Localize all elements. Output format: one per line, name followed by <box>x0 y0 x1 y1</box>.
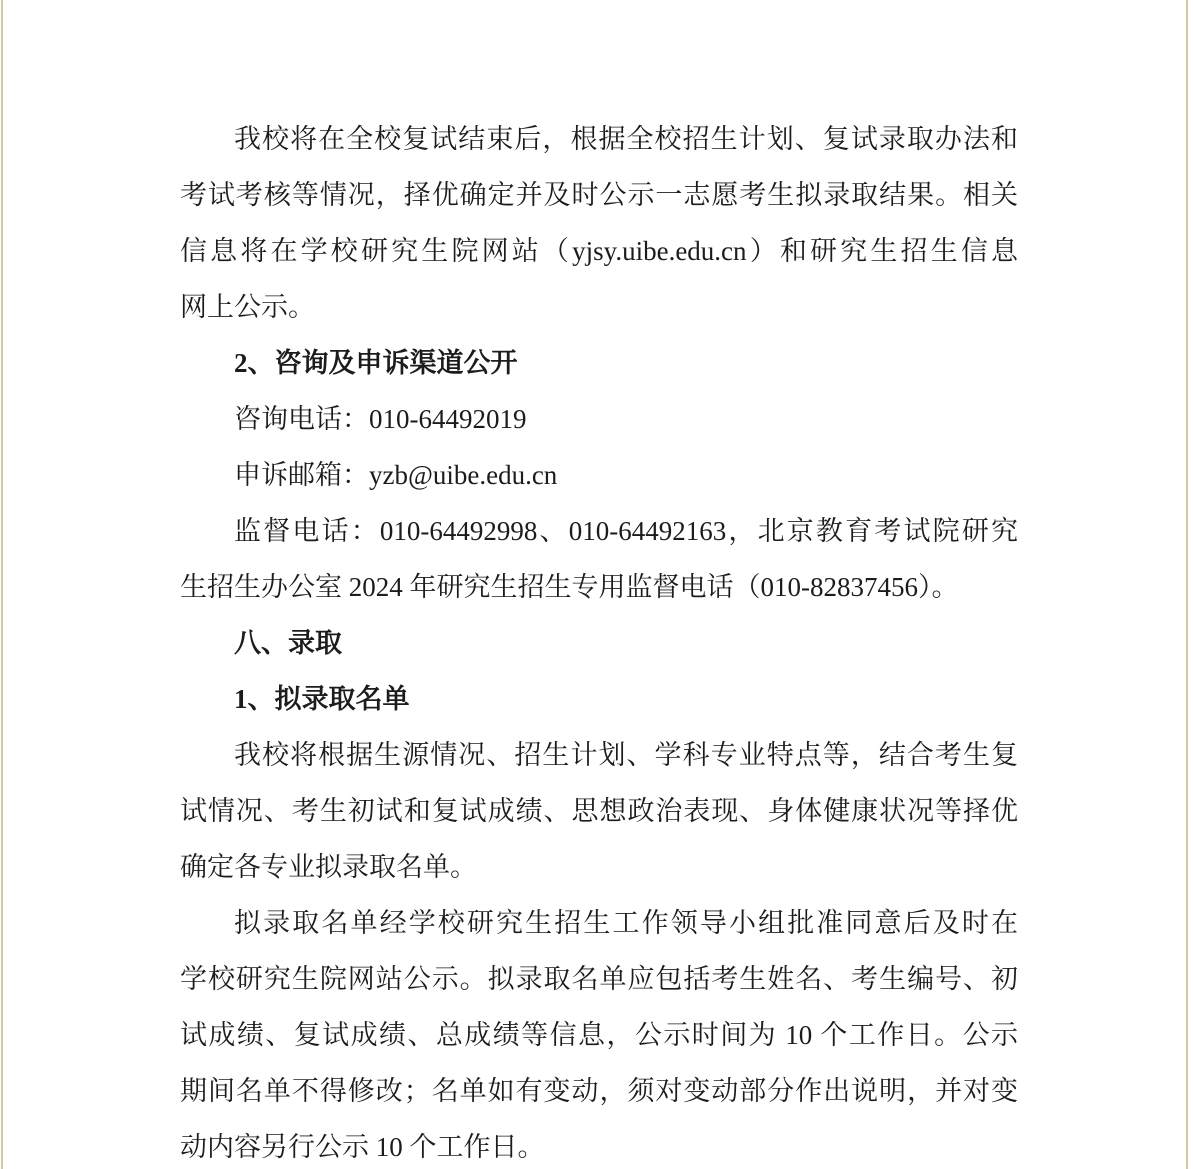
paragraph-line: 监督电话：010-64492998、010-64492163，北京教育考试院研究 <box>234 516 1018 546</box>
paragraph-line: 生招生办公室 2024 年研究生招生专用监督电话（010-82837456）。 <box>180 572 959 602</box>
paragraph-line: 考试考核等情况，择优确定并及时公示一志愿考生拟录取结果。相关 <box>180 180 1018 210</box>
paragraph-line: 动内容另行公示 10 个工作日。 <box>180 1132 545 1162</box>
paragraph-line: 我校将根据生源情况、招生计划、学科专业特点等，结合考生复 <box>234 740 1018 770</box>
paragraph-line: 试成绩、复试成绩、总成绩等信息，公示时间为 10 个工作日。公示 <box>180 1020 1018 1050</box>
paragraph-line: 期间名单不得修改；名单如有变动，须对变动部分作出说明，并对变 <box>180 1076 1018 1106</box>
paragraph-line: 确定各专业拟录取名单。 <box>180 852 477 882</box>
paragraph-line: 学校研究生院网站公示。拟录取名单应包括考生姓名、考生编号、初 <box>180 964 1018 994</box>
section-heading: 1、拟录取名单 <box>234 684 410 714</box>
chapter-heading: 八、录取 <box>234 628 342 658</box>
page-right-edge-line <box>1186 0 1188 1169</box>
paragraph-line: 拟录取名单经学校研究生招生工作领导小组批准同意后及时在 <box>234 908 1018 938</box>
paragraph-line: 网上公示。 <box>180 292 315 322</box>
appeal-email-line: 申诉邮箱：yzb@uibe.edu.cn <box>234 460 558 490</box>
paragraph-line: 我校将在全校复试结束后，根据全校招生计划、复试录取办法和 <box>234 124 1018 154</box>
document-content <box>180 111 1018 1169</box>
page-left-edge-line <box>1 0 3 1169</box>
paragraph-line: 信息将在学校研究生院网站（yjsy.uibe.edu.cn）和研究生招生信息 <box>180 236 1018 266</box>
consult-phone-line: 咨询电话：010-64492019 <box>234 404 527 434</box>
section-heading: 2、咨询及申诉渠道公开 <box>234 348 518 378</box>
paragraph-line: 试情况、考生初试和复试成绩、思想政治表现、身体健康状况等择优 <box>180 796 1018 826</box>
